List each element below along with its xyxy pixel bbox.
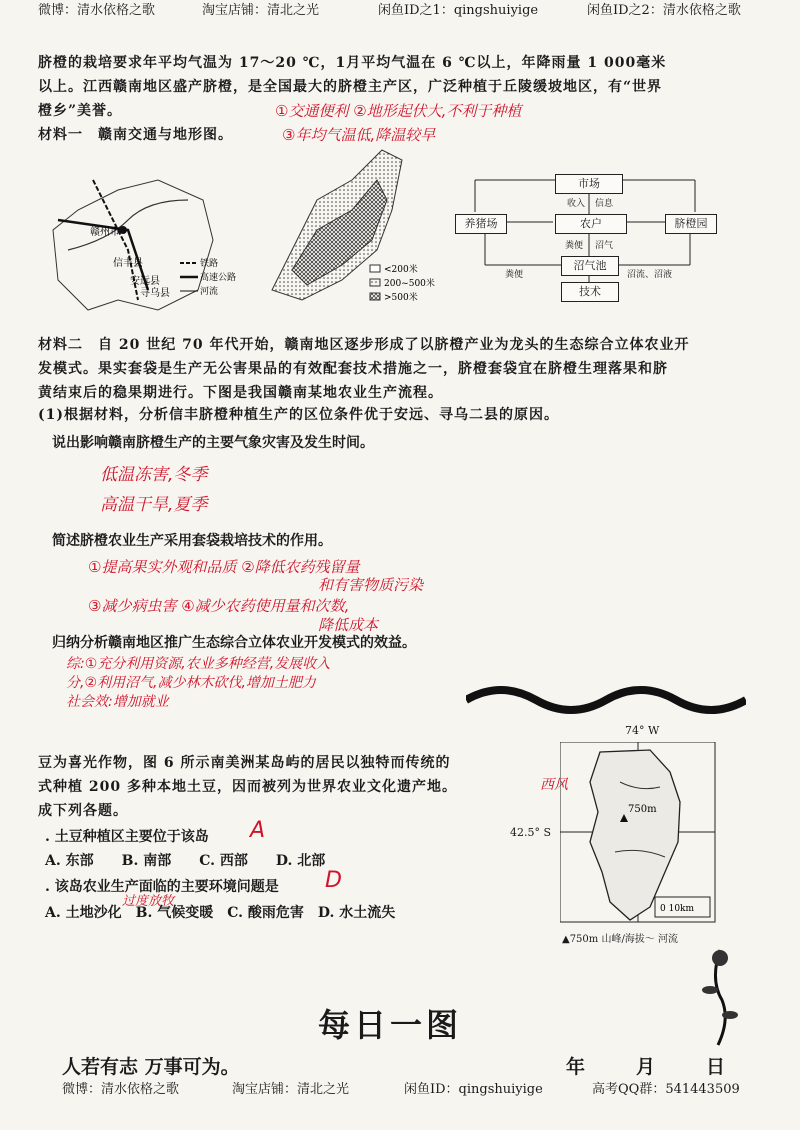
traffic-map — [38, 160, 238, 320]
date-month: 月 — [636, 1056, 656, 1078]
potato-question-1: . 土豆种植区主要位于该岛 — [45, 829, 209, 845]
handwriting-answer-1b: ③年均气温低,降温较早 — [282, 126, 436, 144]
label-county-xinfeng: 信丰县 — [113, 258, 143, 269]
answer-3a: ①提高果实外观和品质 ②降低农药残留量 — [88, 558, 360, 576]
wave-line — [466, 690, 746, 710]
question-4: 归纳分析赣南地区推广生态综合立体农业开发模式的效益。 — [52, 635, 416, 651]
date-day: 日 — [706, 1056, 726, 1078]
flow-farmer: 农户 — [555, 214, 627, 234]
footer-xianyu: 闲鱼ID：qingshuiyige — [404, 1082, 543, 1097]
flower-head — [712, 950, 728, 966]
island-lon: 74° W — [625, 724, 660, 737]
island-shape — [590, 750, 680, 920]
potato-q1-options: A. 东部 B. 南部 C. 西部 D. 北部 — [45, 853, 326, 869]
flower-leaf-2 — [722, 1011, 738, 1019]
answer-2a: 低温冻害,冬季 — [100, 465, 208, 485]
city-dot — [119, 226, 127, 234]
footer-weibo: 微博：清水依格之歌 — [62, 1082, 180, 1097]
answer-4a: 综:①充分利用资源,农业多种经营,发展收入 — [66, 656, 331, 672]
flow-manure-2: 粪便 — [505, 270, 524, 280]
wave-divider — [466, 680, 746, 720]
material-2-line-2: 发模式。果实套袋是生产无公害果品的有效配套技术措施之一，脐橙套袋宜在脐橙生理落果和脐 — [38, 361, 668, 377]
material-2-line-3: 黄结束后的稳果期进行。下图是我国赣南某地农业生产流程。 — [38, 385, 443, 401]
answer-3a-2: 和有害物质污染 — [318, 576, 424, 594]
legend-river: 河流 — [200, 287, 219, 297]
flow-info: 信息 — [595, 199, 614, 209]
answer-4b: 分,②利用沼气,减少林木砍伐,增加土肥力 — [66, 675, 316, 691]
flow-chart — [455, 170, 725, 310]
potato-question-2: . 该岛农业生产面临的主要环境问题是 — [45, 879, 279, 895]
header-weibo: 微博：清水依格之歌 — [38, 3, 156, 18]
potato-q2-options: A. 土地沙化 B. 气候变暖 C. 酸雨危害 D. 水土流失 — [45, 905, 396, 921]
flow-gas: 沼气 — [595, 241, 614, 251]
terrain-legend-high: >500米 — [384, 293, 418, 303]
mark-overgrazing: 过度放牧 — [122, 894, 175, 909]
terrain-legend-low: <200米 — [384, 265, 418, 275]
legend-highway: 高速公路 — [200, 273, 237, 283]
island-peak-label: 750m — [628, 804, 657, 815]
island-legend: ▲750m 山峰/海拔～ 河流 — [562, 934, 678, 945]
legend-mid-swatch — [370, 279, 380, 286]
question-1: (1)根据材料，分析信丰脐橙种植生产的区位条件优于安远、寻乌二县的原因。 — [38, 407, 559, 423]
material-1-label: 材料一 赣南交通与地形图。 — [38, 127, 233, 143]
header-xianyu1: 闲鱼ID之1：qingshuiyige — [378, 3, 539, 18]
mark-answer-d: D — [325, 868, 342, 893]
island-lat: 42.5° S — [510, 826, 552, 839]
flow-market: 市场 — [555, 174, 623, 194]
footer-taobao: 淘宝店铺：清北之光 — [232, 1082, 350, 1097]
legend-rail: 铁路 — [200, 259, 219, 269]
mark-westerly: 西风 — [540, 777, 568, 793]
flow-tech: 技术 — [561, 282, 619, 302]
intro-line-2: 以上。江西赣南地区盛产脐橙，是全国最大的脐橙主产区，广泛种植于丘陵缓坡地区，有“世界 — [38, 79, 663, 95]
intro-line-3: 橙乡”美誉。 — [38, 103, 123, 119]
daily-motto: 人若有志 万事可为。 — [62, 1056, 240, 1078]
island-scale: 0 10km — [660, 904, 695, 914]
island-map — [560, 742, 720, 924]
flow-slurry: 沼流、沼液 — [627, 270, 673, 280]
flower-decoration — [700, 940, 740, 1050]
potato-line-2: 式种植 200 多种本地土豆，因而被列为世界农业文化遗产地。 — [38, 779, 457, 795]
potato-line-3: 成下列各题。 — [38, 803, 128, 819]
flow-income: 收入 — [567, 199, 586, 209]
header-taobao: 淘宝店铺：清北之光 — [202, 3, 320, 18]
flow-pig-farm: 养猪场 — [455, 214, 507, 234]
flow-orchard: 脐橙园 — [665, 214, 717, 234]
mark-answer-a: A — [250, 818, 266, 843]
label-county-xunwu: 寻乌县 — [140, 288, 170, 299]
intro-line-1: 脐橙的栽培要求年平均气温为 17～20 ℃，1月平均气温在 6 ℃以上，年降雨量 1 000毫米 — [38, 55, 667, 71]
header-xianyu2: 闲鱼ID之2：清水依格之歌 — [587, 3, 741, 18]
flow-manure: 粪便 — [565, 241, 584, 251]
header-bar — [0, 0, 800, 22]
terrain-legend-mid: 200~500米 — [384, 279, 435, 289]
handwriting-answer-1a: ①交通便利 ②地形起伏大,不利于种植 — [275, 102, 522, 120]
label-county-anyuan: 安远县 — [130, 276, 160, 287]
legend-high-swatch — [370, 293, 380, 300]
answer-2b: 高温干旱,夏季 — [100, 495, 208, 515]
potato-line-1: 豆为喜光作物，图 6 所示南美洲某岛屿的居民以独特而传统的 — [38, 755, 451, 771]
date-year: 年 — [566, 1056, 586, 1078]
flower-leaf-1 — [702, 986, 718, 994]
answer-4c: 社会效:增加就业 — [66, 694, 169, 710]
daily-title: 每日一图 — [318, 1006, 463, 1044]
answer-3b-2: 降低成本 — [318, 616, 379, 634]
legend-low-swatch — [370, 265, 380, 272]
label-city: 赣州市 — [90, 227, 120, 238]
question-3: 简述脐橙农业生产采用套袋栽培技术的作用。 — [52, 533, 332, 549]
material-2-line-1: 材料二 自 20 世纪 70 年代开始，赣南地区逐步形成了以脐橙产业为龙头的生态综合立体农业开 — [38, 337, 690, 353]
flow-biogas: 沼气池 — [561, 256, 619, 276]
answer-3b: ③减少病虫害 ④减少农药使用量和次数, — [88, 597, 350, 615]
terrain-map — [262, 140, 442, 310]
question-2: 说出影响赣南脐橙生产的主要气象灾害及发生时间。 — [52, 435, 374, 451]
footer-qq: 高考QQ群：541443509 — [592, 1082, 740, 1097]
